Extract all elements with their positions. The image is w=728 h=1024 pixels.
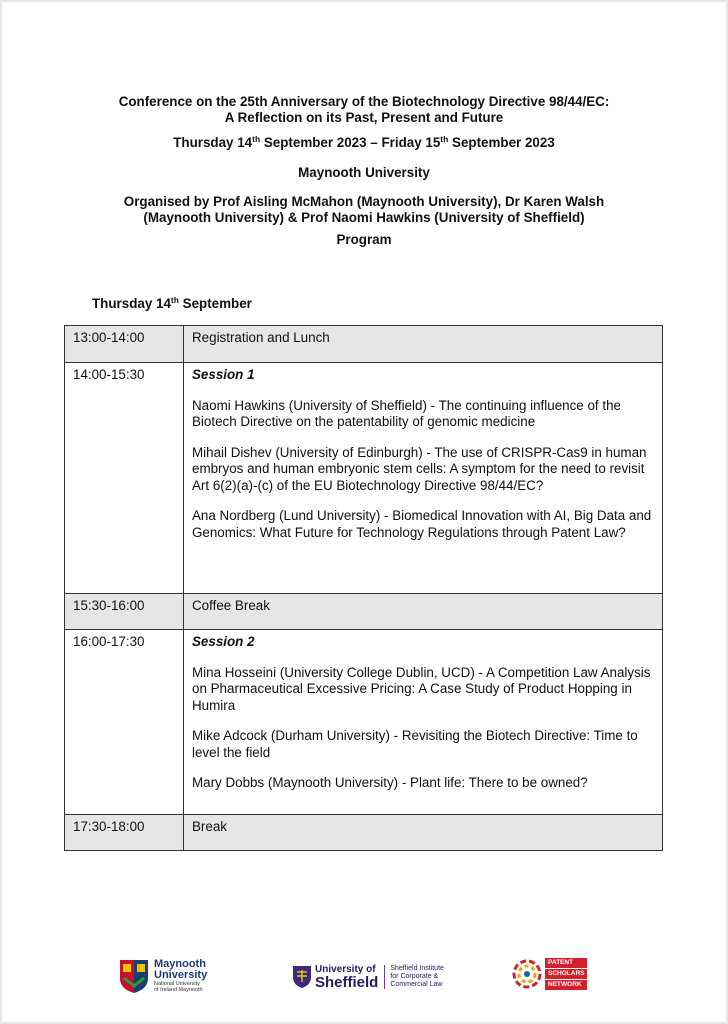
organisers-line-2: (Maynooth University) & Prof Naomi Hawkins (University of Sheffield) [143, 210, 585, 225]
talk-item: Naomi Hawkins (University of Sheffield) - The continuing influence of the Biotech Directive on the patentability of genomic medicine [192, 397, 621, 429]
schedule-table [64, 325, 663, 851]
ps-word-2: SCHOLARS [545, 969, 587, 979]
dates-start-sup: th [252, 134, 261, 144]
footer-logos [0, 950, 728, 1000]
sheffield-wordmark [315, 964, 378, 990]
day-heading-sup: th [170, 295, 179, 305]
patent-scholars-network-logo [512, 956, 587, 992]
maynooth-line-1: Maynooth [154, 957, 206, 970]
maynooth-sub-2: of Ireland Maynooth [154, 987, 203, 993]
title-line-1: Conference on the 25th Anniversary of the Biotechnology Directive 98/44/EC: [118, 94, 610, 109]
table-row [65, 594, 663, 630]
sheffield-institute-line-3: Commercial Law [390, 981, 443, 988]
sheffield-institute-line-1: Sheffield Institute [390, 965, 444, 972]
venue: Maynooth University [298, 165, 430, 180]
day-heading [92, 296, 252, 311]
table-row [65, 363, 663, 594]
conference-dates [0, 135, 728, 151]
session-title: Session 1 [192, 367, 255, 382]
maynooth-university-logo [118, 958, 207, 994]
talk-item: Ana Nordberg (Lund University) - Biomedical Innovation with AI, Big Data and Genomics: What Future for Technology Regulations through Patent Law? [192, 508, 652, 540]
time-cell: 14:00-15:30 [65, 363, 184, 594]
title-cell: Registration and Lunch [184, 326, 663, 363]
program-label: Program [336, 232, 392, 247]
sheffield-line-2: Sheffield [315, 974, 379, 991]
dates-start: Thursday 14 [173, 135, 253, 150]
organisers-line-1: Organised by Prof Aisling McMahon (Maynooth University), Dr Karen Walsh [123, 194, 605, 209]
table-row [65, 815, 663, 851]
time-cell: 13:00-14:00 [65, 326, 184, 363]
maynooth-crest-icon [118, 958, 150, 994]
time-cell: 17:30-18:00 [65, 815, 184, 851]
dates-end-sup: th [440, 134, 449, 144]
time-cell: 16:00-17:30 [65, 630, 184, 815]
ps-word-3: NETWORK [545, 980, 587, 990]
day-heading-prefix: Thursday 14 [92, 296, 171, 311]
talk-item: Mike Adcock (Durham University) - Revisiting the Biotech Directive: Time to level the field [192, 728, 638, 760]
sheffield-line-1: University of [315, 964, 376, 975]
title-cell: Break [184, 815, 663, 851]
title-line-2: A Reflection on its Past, Present and Future [224, 110, 504, 125]
talk-item: Mina Hosseini (University College Dublin, UCD) - A Competition Law Analysis on Pharmaceutical Excessive Pricing: A Case Study of Product Hopping in Humira [192, 664, 651, 713]
day-heading-suffix: September [178, 296, 252, 311]
session-title: Session 2 [192, 634, 255, 649]
conference-title [0, 94, 728, 126]
table-row [65, 326, 663, 363]
dates-middle: September 2023 – Friday 15 [260, 135, 441, 150]
dates-end: September 2023 [448, 135, 555, 150]
maynooth-sub-1: National University [154, 980, 200, 987]
session-cell [184, 363, 663, 594]
talk-item: Mihail Dishev (University of Edinburgh) - The use of CRISPR-Cas9 in human embryos and human embryonic stem cells: A symptom for the need to revisit Art 6(2)(a)-(c) of the EU Biotechnology Directive 98/44/EC? [192, 444, 647, 493]
talk-item: Mary Dobbs (Maynooth University) - Plant life: There to be owned? [192, 775, 588, 790]
organisers [0, 194, 728, 226]
maynooth-wordmark [154, 959, 207, 994]
sheffield-logo [292, 964, 444, 990]
sheffield-institute [384, 965, 444, 989]
patent-scholars-wordmark [545, 958, 587, 991]
title-cell: Coffee Break [184, 594, 663, 630]
session-cell [184, 630, 663, 815]
time-cell: 15:30-16:00 [65, 594, 184, 630]
table-row [65, 630, 663, 815]
sheffield-crest-icon [292, 965, 312, 989]
ps-word-1: PATENT [545, 958, 587, 968]
sheffield-institute-line-2: for Corporate & [390, 973, 439, 980]
maynooth-line-2: University [154, 968, 208, 981]
globe-icon [512, 956, 542, 992]
